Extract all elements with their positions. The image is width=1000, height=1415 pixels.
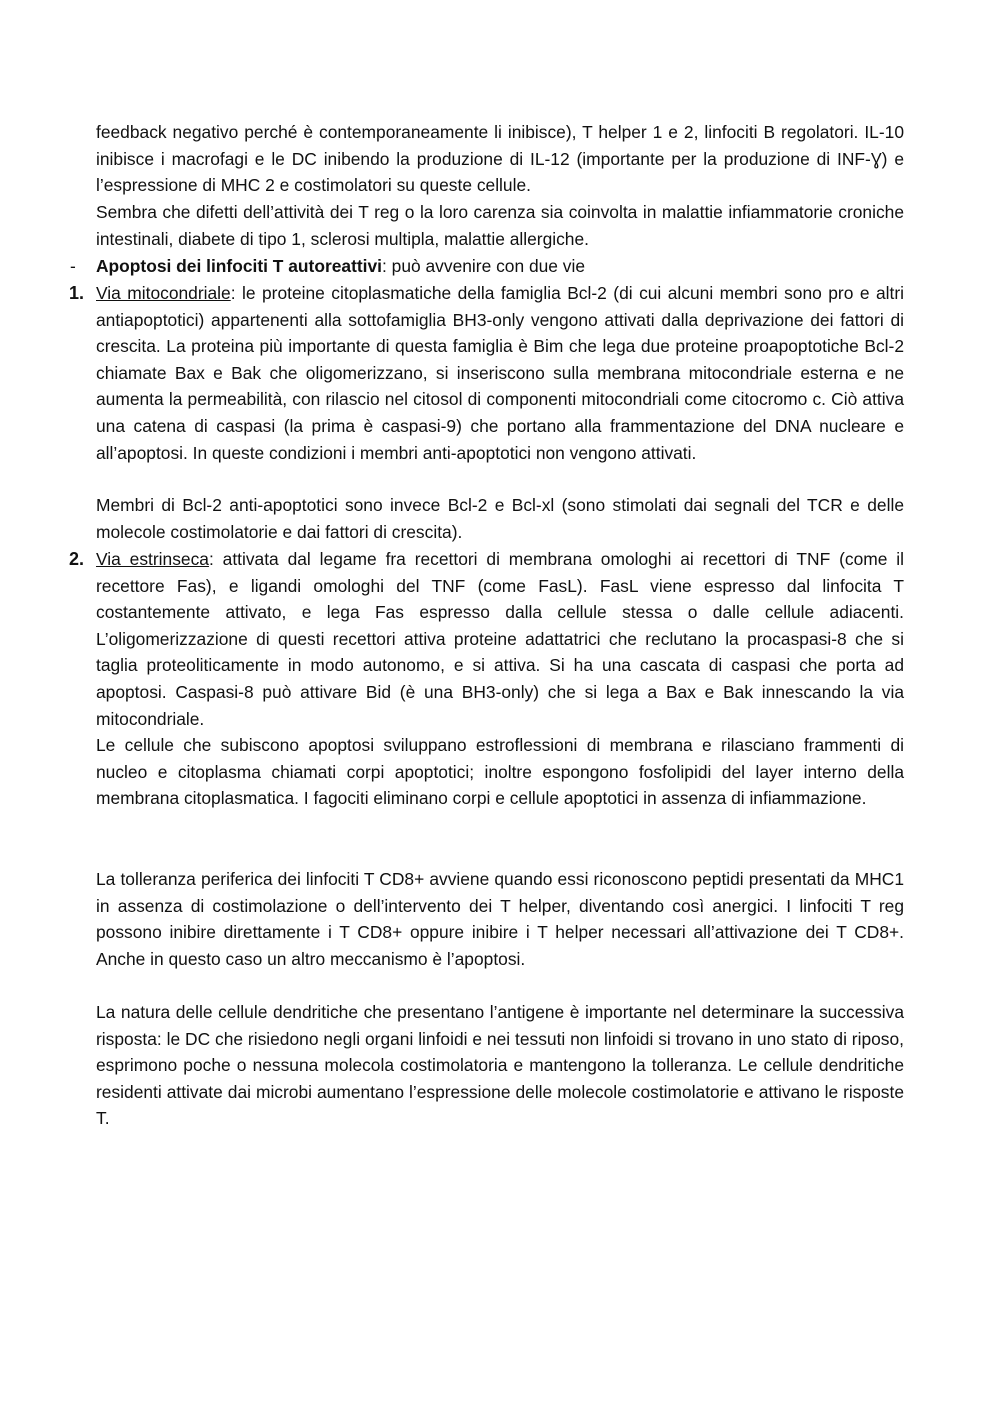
bullet-apoptosis-heading bbox=[96, 253, 904, 280]
item-1-antiapoptotic-note: Membri di Bcl-2 anti-apoptotici sono invece Bcl-2 e Bcl-xl (sono stimolati dai segnali del TCR e delle molecole costimolatorie e dai fattori di crescita). bbox=[96, 495, 904, 542]
paragraph-dendritic-cells: La natura delle cellule dendritiche che presentano l’antigene è importante nel determinare la successiva risposta: le DC che risiedono negli organi linfoidi e nei tessuti non linfoidi si trovano in uno stato di riposo, esprimono poche o nessuna molecola costimolatoria e mantengono la tolleranza. Le cellule dendritiche residenti attivate dai microbi aumentano l’espressione delle molecole costimolatorie e attivano le risposte T. bbox=[96, 1002, 904, 1129]
bullet-dash-marker: - bbox=[70, 256, 76, 276]
item-2-apoptotic-cells-note: Le cellule che subiscono apoptosi sviluppano estroflessioni di membrana e rilasciano frammenti di nucleo e citoplasma chiamati corpi apoptotici; inoltre espongono fosfolipidi del layer interno della membrana citoplasmatica. I fagociti eliminano corpi e cellule apoptotici in assenza di infiammazione. bbox=[96, 735, 904, 809]
paragraph-treg-feedback: feedback negativo perché è contemporaneamente li inibisce), T helper 1 e 2, linfociti B regolatori. IL-10 inibisce i macrofagi e le DC inibendo la produzione di IL-12 (importante per la produzione di INF-Ɣ) e l’espressione di MHC 2 e costimolatori su queste cellule. bbox=[96, 122, 904, 196]
item-2-extrinsic-pathway bbox=[96, 546, 904, 732]
item-1-mitochondrial-pathway bbox=[96, 280, 904, 466]
item-1-title: Via mitocondriale bbox=[96, 283, 231, 303]
item-2-marker: 2. bbox=[69, 549, 85, 569]
paragraph-cd8-tolerance: La tolleranza periferica dei linfociti T CD8+ avviene quando essi riconoscono peptidi presentati da MHC1 in assenza di costimolazione o dell’intervento dei T helper, diventando così anergici. I linfociti T reg possono inibire direttamente i T CD8+ oppure inibire i T helper necessari all’attivazione dei T CD8+. Anche in questo caso un altro meccanismo è l’apoptosi. bbox=[96, 869, 904, 969]
bullet-title: Apoptosi dei linfociti T autoreattivi bbox=[96, 256, 382, 276]
item-1-marker: 1. bbox=[69, 283, 85, 303]
item-2-text: : attivata dal legame fra recettori di membrana omologhi ai recettori di TNF (come il recettore Fas), e ligandi omologhi del TNF (come FasL). FasL viene espresso dal linfocita T costantemente attivato, e lega Fas espresso dalla cellule stessa o dalle cellule adiacenti. L’oligomerizzazione di questi recettori attiva proteine adattatrici che reclutano la procaspasi-8 che si taglia proteoliticamente in modo autonomo, e si attiva. Si ha una cascata di caspasi che porta ad apoptosi. Caspasi-8 può attivare Bid (è una BH3-only) che si lega a Bax e Bak innescando la via mitocondriale. bbox=[96, 549, 904, 729]
paragraph-treg-defects: Sembra che difetti dell’attività dei T reg o la loro carenza sia coinvolta in malattie infiammatorie croniche intestinali, diabete di tipo 1, sclerosi multipla, malattie allergiche. bbox=[96, 202, 904, 249]
item-1-text: : le proteine citoplasmatiche della famiglia Bcl-2 (di cui alcuni membri sono pro e altri antiapoptotici) appartenenti alla sottofamiglia BH3-only vengono attivati dalla deprivazione dei fattori di crescita. La proteina più importante di questa famiglia è Bim che lega due proteine proapoptotiche Bcl-2 chiamate Bax e Bak che oligomerizzano, si inseriscono sulla membrana mitocondriale esterna e ne aumenta la permeabilità, con rilascio nel citosol di componenti mitocondriali come citocromo c. Ciò attiva una catena di caspasi (la prima è caspasi-9) che portano alla frammentazione del DNA nucleare e all’apoptosi. In queste condizioni i membri anti-apoptotici non vengono attivati. bbox=[96, 283, 904, 463]
item-2-title: Via estrinseca bbox=[96, 549, 209, 569]
bullet-text: : può avvenire con due vie bbox=[382, 256, 586, 276]
